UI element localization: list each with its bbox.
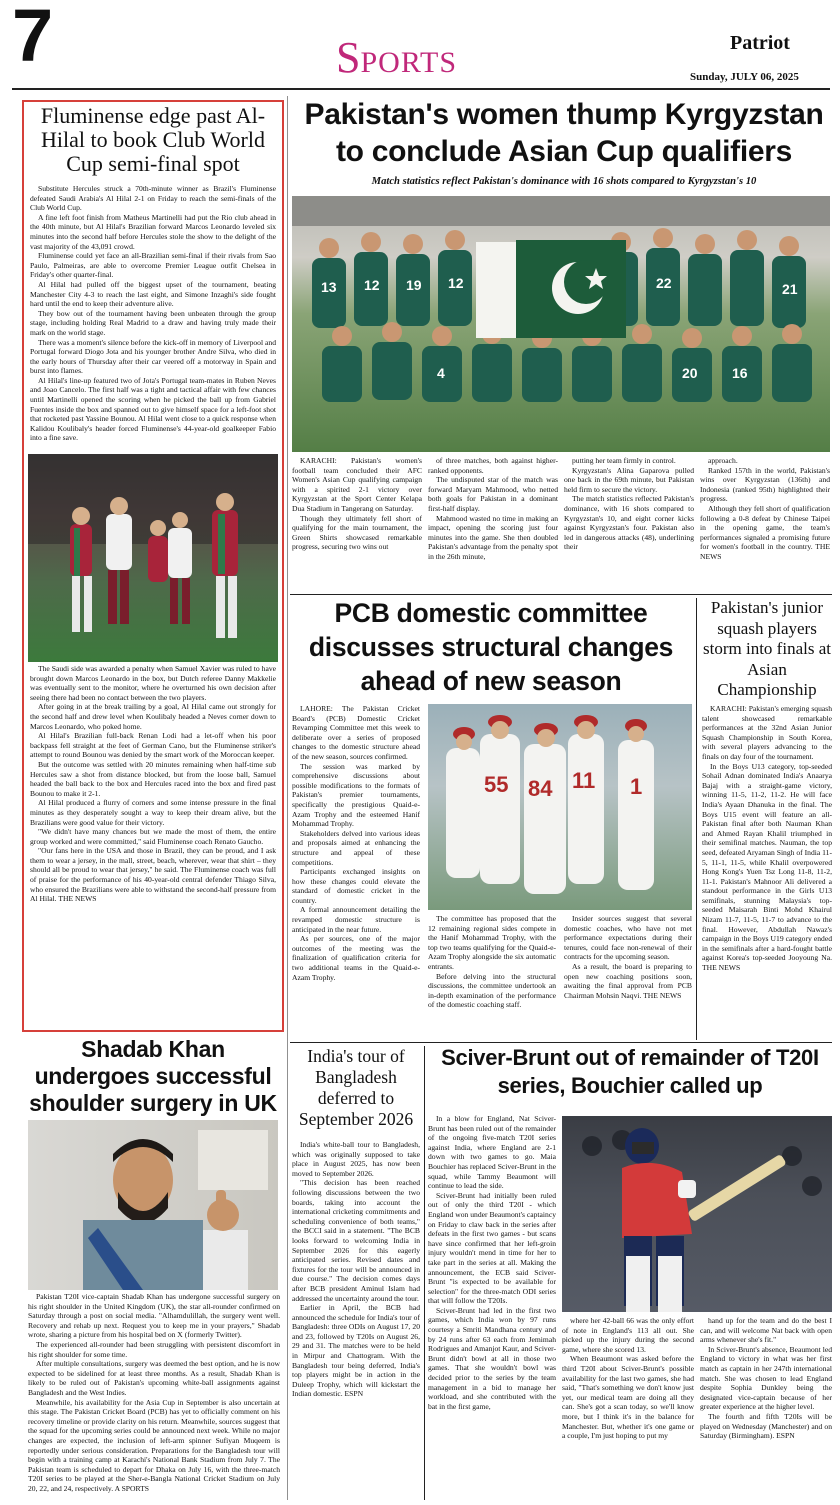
sciver-col-1: In a blow for England, Nat Sciver-Brunt has been ruled out of the remainder of the ongoing five-match T20I series against India, where England are 2-1 down with two games to go. Maia Bouchier has replaced Sciver-Brunt in the squad, while Tammy Beaumont will continue to lead the side. Sciver-Brunt had initially been ruled out of only the third T20I - which England won under Beaumont's captaincy on Friday to claw back in the series after defeats in the first two games - but scans have since confirmed that her left-groin injury wouldn't mend in time for her to take part in the series at all. Making the announcement, the ECB said Sciver-Brunt "is expected to be available for selection" for the three-match ODI series that will follow the T20Is. Sciver-Brunt had led in the first two games, which India won by 97 runs courtesy a Smriti Mandhana century and by 24 runs after 63 each from Jemimah Rodrigues and Amanjot Kaur, and Sciver-Brunt didn't bowl at all in those two games. That she wouldn't bowl was decided prior to the series by the team management in a bid to manage her workload, and she contributed with the bat in the first game, — [428, 1114, 556, 1411]
shadab-body: Pakistan T20I vice-captain Shadab Khan has undergone successful surgery on his right shoulder in the United Kingdom (UK), the star all-rounder confirmed on Saturday through a post on social media. "Alhamdulillah, the surgery went well. Recovery and rehab up next. Request you to keep me in your prayers," Shadab wrote, sharing a picture from his hospital bed on X (formerly Twitter). The experienced all-rounder had been struggling with persistent discomfort in his right shoulder for some time. After multiple consultations, surgery was deemed the best option, and he is now expected to be sidelined for at least three months. As a result, Shadab Khan is likely to be ruled out of Pakistan's upcoming white-ball assignments against Bangladesh and the West Indies. Meanwhile, his availability for the Asia Cup in September is also uncertain at this stage. The Pakistan Cricket Board (PCB) has yet to officially comment on his recovery timeline or provide clarity on his return. Meanwhile, sources suggest that the squad for the upcoming series could be announced next week. While no major changes are expected, the inclusion of left-arm spinner Sufiyan Muqeem is reportedly under serious consideration. Preparations for the Bangladesh tour will begin with a training camp at Karachi's National Bank Stadium from July 7. The Pakistan team is scheduled to depart for Dhaka on July 16, with the three-match T20I series to be played at the Sher-e-Bangla National Cricket Stadium on July 20, 22, and 24, respectively. A SPORTS — [28, 1292, 280, 1493]
football-players-graphic — [28, 454, 278, 662]
sciver-col-2: where her 42-ball 66 was the only effort of note in England's 113 all out. She picked up the injury during the second game, where she scored 13. When Beaumont was asked before the third T20I about Sciver-Brunt's possible availability for the last two games, she had said, "That's something we don't know just yet, our medical team are doing all they can. She's got a scan today, so we'll know more, but I think it's in the balance for Manchester. But, whether it's one game or a couple, I'm just hoping to put my — [562, 1316, 694, 1441]
section-initial: S — [336, 33, 361, 82]
jersey-4: 4 — [437, 365, 445, 381]
pcb-right-column: Insider sources suggest that several domestic coaches, who have not met performance expectations during their tenures, could face non-renewal of their contracts for the upcoming season. As a result, the board is preparing to open new coaching positions soon, awaiting the final approval from PCB Chairman Mohsin Naqvi. THE NEWS — [564, 914, 692, 1000]
women-team-photo — [292, 196, 830, 452]
cricket-players-graphic — [428, 704, 692, 910]
team-photo-graphic — [292, 196, 830, 452]
fluminense-body-bottom: The Saudi side was awarded a penalty when Samuel Xavier was ruled to have brought down Marcos Leonardo in the box, but Dutch referee Danny Makkelie was eventually sent to the monitor, where he overturned his own decision after seeing there had been no contact between the two players. After going in at the break trailing by a goal, Al Hilal came out strongly for the second half and drew level when Koulibaly headed a Neves corner down to Marcos Leonardo, who poked home. Al Hilal's Brazilian full-back Renan Lodi had a let-off when his poor backpass fell straight at the feet of German Cano, but the Fluminense striker's attempt to round Bounou was denied by the smart work of the Moroccan keeper. But the outcome was settled with 20 minutes remaining when half-time sub Hercules saw a shot from distance blocked, but from the loose ball, Samuel headed the ball back to the box and Hercules raced into the box and fired past Bounou to make it 2-1. Al Hilal produced a flurry of corners and some intense pressure in the final minutes as they desperately sought a way to keep their dream alive, but the Brazilians were good value for their victory. "We didn't have many chances but we made the most of them, the entire group worked and were committed," said Fluminense coach Renato Gaucho. "Our fans here in the USA and those in Brazil, they can be proud, and I ask them to wear a jersey, in the mall, street, beach, wherever, wear that shirt – they should all be proud to wear that jersey," he said. The Fluminense coach was full of praise for the performance of his 40-year-old central defender Thiago Silva, who ensured the Brazilians were able to withstand the second-half pressure from Al Hilal. THE NEWS — [30, 664, 276, 904]
women-col-3: putting her team firmly in control. Kyrgyzstan's Alina Gaparova pulled one back in the 69th minute, but Pakistan held firm to secure the victory. The match statistics reflected Pakistan's dominance, with 16 shots compared to Kyrgyzstan's 10, and eight corner kicks against Kyrgyzstan's four. Pakistan also led in dangerous attacks (48), underlining their — [564, 456, 694, 552]
women-col-1: KARACHI: Pakistan's women's football team concluded their AFC Women's Asian Cup qualifying campaign with a spirited 2-1 victory over Kyrgyzstan at the Sport Center Kelapa Dua Stadium in Tangerang on Saturday. Though they ultimately fell short of qualifying for the main tournament, the Green Shirts showcased remarkable progress, securing two wins out — [292, 456, 422, 552]
pcb-jersey-84: 84 — [528, 776, 553, 801]
pcb-jersey-1: 1 — [630, 774, 643, 799]
pcb-jersey-55: 55 — [484, 772, 509, 797]
pcb-mid-column: The committee has proposed that the 12 remaining regional sides compete in the Hanif Mohammad Trophy, with the top two teams qualifying for the Quaid-e-Azam Trophy alongside the six automatic entrants. Before delving into the structural discussions, the committee undertook an in-depth examination of the performance of the domestic coaching staff. — [428, 914, 556, 1010]
masthead-date: Sunday, JULY 06, 2025 — [690, 71, 799, 83]
jersey-12b: 12 — [448, 275, 464, 291]
squash-body: KARACHI: Pakistan's emerging squash talent showcased remarkable performances at the 32nd Asian Junior Squash Championship in South Korea, with several players advancing to the finals on day four of the tournament. In the Boys U13 category, top-seeded Sohail Adnan dominated India's Anaarya Bajaj with a straight-game victory, winning 11-5, 11-2, 11-2. He will face India's Ayaan Dhanuka in the final. The Boys U15 event will feature an all-Pakistan final after both Nauman Khan and Ahmed Rayan Khalil triumphed in their semifinal matches. Nauman, the top seed, defeated Aryaman Singh of India 11-5, 11-1, 11-5, while Khalil overpowered Hong Kong's Yuen Tsz Long 11-8, 11-2, 11-1. Pakistan's Mahnoor Ali delivered a standout performance in the Girls U13 semifinals, stunning Malaysia's top-seeded Maisarah Binti Mohd Khairul Nizam 11-7, 11-5, 11-7 to advance to the final. However, Abdullah Nawaz's campaign in the Boys U19 category ended in the semifinals after a hard-fought battle against Korea's top-seeded Jooyoung Na. THE NEWS — [702, 704, 832, 973]
jersey-16: 16 — [732, 365, 748, 381]
sciver-photo — [562, 1116, 832, 1312]
women-col-4: approach. Ranked 157th in the world, Pakistan's wins over Kyrgyzstan (136th) and Indonesia (ranked 95th) highlighted their progress. Although they fell short of qualification following a 0-8 defeat by Chinese Taipei in the opening game, the team's performances signaled a promising future for women's football in the country. THE NEWS — [700, 456, 830, 561]
pcb-jersey-11: 11 — [572, 768, 596, 793]
india-tour-body: India's white-ball tour to Bangladesh, which was originally supposed to take place in August 2025, has now been moved to September 2026. "This decision has been reached following discussions between the two boards, taking into account the international cricketing commitments and scheduling convenience of both teams," the BCCI said in a statement. "The BCB looks forward to welcoming India in September 2026 for this eagerly anticipated series. Revised dates and fixtures for the tour will be announced in due course." The decision comes days after BCB president Aminul Islam had addressed the uncertainty around the tour. Earlier in April, the BCB had announced the schedule for India's tour of Bangladesh: three ODIs on August 17, 20 and 23, followed by T20Is on August 26, 29 and 31. The matches were to be held in Mirpur and Chattogram. With the Bangladesh tour being deferred, India's top players might be in action in the Duleep Trophy, which will kickstart the Indian domestic. ESPN — [292, 1140, 420, 1399]
fluminense-body-top: Substitute Hercules struck a 70th-minute winner as Brazil's Fluminense defeated Saudi Arabia's Al Hilal 2-1 on Friday to reach the semi-finals of the Club World Cup. A fine left foot finish from Matheus Martinelli had put the Rio club ahead in the 40th minute, but Al Hilal's Brazilian forward Marcos Leonardo leveled six minutes into the second half before Hercules stole the show to the delight of the vast majority of the 43,091 crowd. Fluminense could yet face an all-Brazilian semi-final if their rivals from Sao Paulo, Palmeiras, are able to overcome Premier League outfit Chelsea in Friday's other quarter-final. Al Hilal had pulled off the biggest upset of the tournament, beating Manchester City 4-3 to reach the last eight, and Simone Inzaghi's side fought hard until the end to keep their adventure alive. They bow out of the tournament having been unbeaten through the group stage, including holding Real Madrid to a draw and having truly made their mark on the world stage. There was a moment's silence before the kick-off in memory of Liverpool and Portugal forward Diogo Jota and his younger brother Andre Silva, who died in the early hours of Thursday after their car veered off a motorway in Spain and burst into flames. Al Hilal's line-up featured two of Jota's Portugal team-mates in Ruben Neves and Joao Cancelo. The first half was a tight and tactical affair with few chances until Martinelli opened the scoring when he picked the ball up from Gabriel Fuentes inside the box and spanned out to give himself space for a left-foot shot that rocketed past Yassine Bounou. Al Hilal went close to a quick response when Kalidou Koulibaly's header forced Fluminense's 44-year-old goalkeeper Fabio into a fine save. — [30, 184, 276, 443]
jersey-22: 22 — [656, 275, 672, 291]
pcb-photo — [428, 704, 692, 910]
jersey-20: 20 — [682, 365, 698, 381]
women-headline-line2: to conclude Asian Cup qualifiers — [335, 135, 792, 168]
pcb-bottom-rule — [290, 1042, 832, 1043]
sciver-col-3: hand up for the team and do the best I can, and will welcome Nat back with open arms whenever she's fit." In Sciver-Brunt's absence, Beaumont led England to victory in what was her first match as captain in her 247th international match. She was chosen to lead England despite Sophia Dunkley being the designated vice-captain because of her greater experience at the higher level. The fourth and fifth T20Is will be played on Wednesday (Manchester) and on Saturday (Birmingham). ESPN — [700, 1316, 832, 1441]
batter-graphic — [562, 1116, 832, 1312]
masthead-rule — [12, 88, 830, 90]
section-title — [336, 32, 457, 83]
pcb-left-column: LAHORE: The Pakistan Cricket Board's (PCB) Domestic Cricket Revamping Committee met this week to deliberate over a series of proposed changes to the domestic structure ahead of the new season, sources confirmed. The session was marked by comprehensive discussions about possible modifications to the formats of Pakistan's premier tournaments, specifically the prestigious Quaid-e-Azam Trophy and the esteemed Hanif Mohammad Trophy. Stakeholders delved into various ideas and proposals aimed at enhancing the structure and appeal of these competitions. Participants exchanged insights on how these changes could elevate the standard of domestic cricket in the country. A formal announcement detailing the revamped domestic structure is anticipated in the near future. As per sources, one of the major outcomes of the meeting was the finalization of qualification criteria for two additional teams in the Quaid-e-Azam Trophy. — [292, 704, 420, 982]
paper-name: Patriot — [730, 32, 790, 54]
women-subhead: Match statistics reflect Pakistan's dominance with 16 shots compared to Kyrgyzstan's 10 — [371, 176, 757, 187]
pcb-headline: PCB domestic committee discusses structural changes ahead of new season — [308, 598, 674, 696]
jersey-13: 13 — [321, 279, 337, 295]
page-number: 7 — [12, 0, 54, 77]
women-headline-line1: Pakistan's women thump Kyrgyzstan — [304, 98, 824, 131]
india-sciver-divider — [424, 1046, 425, 1500]
jersey-21: 21 — [782, 281, 798, 297]
fluminense-headline: Fluminense edge past Al-Hilal to book Club World Cup semi-final spot — [40, 103, 266, 176]
pcb-squash-divider — [696, 598, 697, 1040]
squash-headline: Pakistan's junior squash players storm into finals at Asian Championship — [703, 598, 831, 699]
india-tour-headline: India's tour of Bangladesh deferred to September 2026 — [298, 1046, 414, 1129]
section-rest: PORTS — [360, 46, 458, 79]
shadab-headline: Shadab Khan undergoes successful shoulder surgery in UK — [29, 1036, 277, 1116]
women-bottom-rule — [290, 594, 832, 595]
shadab-photo — [28, 1120, 278, 1290]
left-center-divider — [287, 96, 288, 1500]
women-col-2: of three matches, both against higher-ranked opponents. The undisputed star of the match was forward Maryam Mahmood, who netted both goals for Pakistan in a dominant first-half display. Mahmood wasted no time in making an impact, opening the scoring just four minutes into the game. She then doubled Pakistan's advantage from the penalty spot in the 26th minute, — [428, 456, 558, 561]
fluminense-photo — [28, 454, 278, 662]
hospital-bed-graphic — [28, 1120, 278, 1290]
jersey-12: 12 — [364, 277, 380, 293]
jersey-19: 19 — [406, 277, 422, 293]
sciver-headline: Sciver-Brunt out of remainder of T20I series, Bouchier called up — [441, 1045, 819, 1098]
